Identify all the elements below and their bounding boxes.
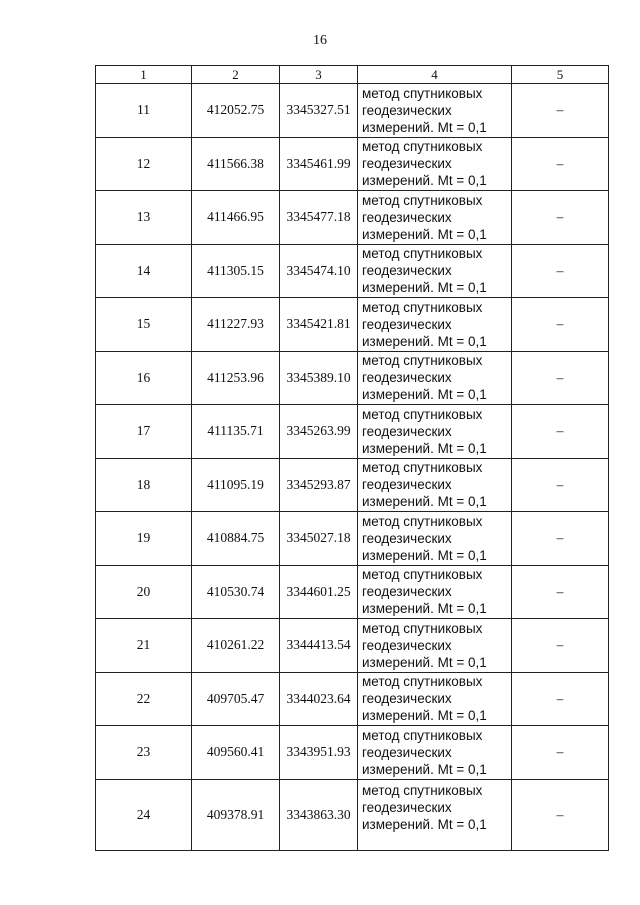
x-coordinate-cell: 412052.75 [192, 84, 280, 138]
column-header: 2 [192, 66, 280, 84]
method-line: измерений. Mt = 0,1 [362, 494, 487, 510]
y-coordinate-cell: 3344413.54 [280, 619, 358, 673]
method-cell [358, 619, 512, 673]
column5-cell: – [512, 351, 609, 405]
method-cell [358, 458, 512, 512]
method-line: метод спутниковых [362, 567, 483, 583]
method-cell [358, 779, 512, 850]
method-line: измерений. Mt = 0,1 [362, 761, 487, 777]
point-number-cell: 23 [96, 726, 192, 780]
point-number-cell: 24 [96, 779, 192, 850]
method-line: измерений. Mt = 0,1 [362, 601, 487, 617]
method-line: геодезических [362, 209, 452, 225]
x-coordinate-cell: 409378.91 [192, 779, 280, 850]
y-coordinate-cell: 3345474.10 [280, 244, 358, 298]
column5-cell: – [512, 244, 609, 298]
point-number-cell: 16 [96, 351, 192, 405]
point-number-cell: 17 [96, 405, 192, 459]
column-header: 5 [512, 66, 609, 84]
point-number-cell: 22 [96, 672, 192, 726]
column5-cell: – [512, 672, 609, 726]
method-cell [358, 298, 512, 352]
table-row [96, 84, 609, 138]
method-line: измерений. Mt = 0,1 [362, 708, 487, 724]
x-coordinate-cell: 411305.15 [192, 244, 280, 298]
table-row [96, 191, 609, 245]
column-header: 1 [96, 66, 192, 84]
method-line: геодезических [362, 744, 452, 760]
method-line: измерений. Mt = 0,1 [362, 547, 487, 563]
method-cell [358, 565, 512, 619]
y-coordinate-cell: 3345461.99 [280, 137, 358, 191]
x-coordinate-cell: 411566.38 [192, 137, 280, 191]
method-line: измерений. Mt = 0,1 [362, 654, 487, 670]
column5-cell: – [512, 405, 609, 459]
method-cell [358, 726, 512, 780]
point-number-cell: 15 [96, 298, 192, 352]
table-row [96, 298, 609, 352]
point-number-cell: 12 [96, 137, 192, 191]
column5-cell: – [512, 565, 609, 619]
method-line: метод спутниковых [362, 620, 483, 636]
y-coordinate-cell: 3343863.30 [280, 779, 358, 850]
method-cell [358, 84, 512, 138]
method-line: измерений. Mt = 0,1 [362, 333, 487, 349]
column5-cell: – [512, 726, 609, 780]
method-line: измерений. Mt = 0,1 [362, 280, 487, 296]
method-line: геодезических [362, 263, 452, 279]
x-coordinate-cell: 410261.22 [192, 619, 280, 673]
y-coordinate-cell: 3345421.81 [280, 298, 358, 352]
method-line: метод спутниковых [362, 727, 483, 743]
point-number-cell: 20 [96, 565, 192, 619]
point-number-cell: 11 [96, 84, 192, 138]
column5-cell: – [512, 191, 609, 245]
method-line: метод спутниковых [362, 299, 483, 315]
method-line: геодезических [362, 799, 452, 815]
table-row [96, 244, 609, 298]
point-number-cell: 19 [96, 512, 192, 566]
method-line: метод спутниковых [362, 85, 483, 101]
method-line: измерений. Mt = 0,1 [362, 387, 487, 403]
method-line: геодезических [362, 477, 452, 493]
method-line: геодезических [362, 316, 452, 332]
y-coordinate-cell: 3345027.18 [280, 512, 358, 566]
table-body [96, 84, 609, 851]
x-coordinate-cell: 411466.95 [192, 191, 280, 245]
table-row [96, 619, 609, 673]
method-cell [358, 512, 512, 566]
x-coordinate-cell: 410884.75 [192, 512, 280, 566]
x-coordinate-cell: 410530.74 [192, 565, 280, 619]
table-row [96, 512, 609, 566]
x-coordinate-cell: 409705.47 [192, 672, 280, 726]
method-cell [358, 351, 512, 405]
table-header-row [96, 66, 609, 84]
method-line: метод спутниковых [362, 192, 483, 208]
x-coordinate-cell: 411135.71 [192, 405, 280, 459]
method-line: метод спутниковых [362, 674, 483, 690]
y-coordinate-cell: 3343951.93 [280, 726, 358, 780]
point-number-cell: 18 [96, 458, 192, 512]
method-cell [358, 405, 512, 459]
method-line: метод спутниковых [362, 782, 483, 798]
method-line: измерений. Mt = 0,1 [362, 816, 487, 832]
column5-cell: – [512, 84, 609, 138]
table-row [96, 726, 609, 780]
method-line: метод спутниковых [362, 139, 483, 155]
column5-cell: – [512, 137, 609, 191]
method-cell [358, 244, 512, 298]
point-number-cell: 21 [96, 619, 192, 673]
column5-cell: – [512, 779, 609, 850]
table-row [96, 137, 609, 191]
table-row [96, 458, 609, 512]
method-line: метод спутниковых [362, 353, 483, 369]
y-coordinate-cell: 3345327.51 [280, 84, 358, 138]
column5-cell: – [512, 298, 609, 352]
method-line: геодезических [362, 102, 452, 118]
method-line: метод спутниковых [362, 460, 483, 476]
y-coordinate-cell: 3345293.87 [280, 458, 358, 512]
x-coordinate-cell: 409560.41 [192, 726, 280, 780]
y-coordinate-cell: 3344601.25 [280, 565, 358, 619]
table-row [96, 565, 609, 619]
method-line: измерений. Mt = 0,1 [362, 226, 487, 242]
method-line: геодезических [362, 370, 452, 386]
y-coordinate-cell: 3345477.18 [280, 191, 358, 245]
page-number: 16 [313, 33, 327, 48]
column5-cell: – [512, 458, 609, 512]
column-header: 3 [280, 66, 358, 84]
column5-cell: – [512, 619, 609, 673]
method-line: геодезических [362, 423, 452, 439]
x-coordinate-cell: 411227.93 [192, 298, 280, 352]
column5-cell: – [512, 512, 609, 566]
method-line: измерений. Mt = 0,1 [362, 173, 487, 189]
table-row [96, 672, 609, 726]
coordinates-table [95, 65, 609, 851]
method-line: метод спутниковых [362, 406, 483, 422]
y-coordinate-cell: 3345389.10 [280, 351, 358, 405]
x-coordinate-cell: 411095.19 [192, 458, 280, 512]
method-line: геодезических [362, 156, 452, 172]
column-header: 4 [358, 66, 512, 84]
method-cell [358, 137, 512, 191]
point-number-cell: 13 [96, 191, 192, 245]
method-line: измерений. Mt = 0,1 [362, 440, 487, 456]
method-line: геодезических [362, 637, 452, 653]
method-line: измерений. Mt = 0,1 [362, 119, 487, 135]
table-row [96, 405, 609, 459]
x-coordinate-cell: 411253.96 [192, 351, 280, 405]
method-line: метод спутниковых [362, 513, 483, 529]
point-number-cell: 14 [96, 244, 192, 298]
method-line: метод спутниковых [362, 246, 483, 262]
table-row [96, 351, 609, 405]
method-line: геодезических [362, 691, 452, 707]
y-coordinate-cell: 3344023.64 [280, 672, 358, 726]
method-cell [358, 672, 512, 726]
method-line: геодезических [362, 584, 452, 600]
method-line: геодезических [362, 530, 452, 546]
table-row [96, 779, 609, 850]
method-cell [358, 191, 512, 245]
y-coordinate-cell: 3345263.99 [280, 405, 358, 459]
